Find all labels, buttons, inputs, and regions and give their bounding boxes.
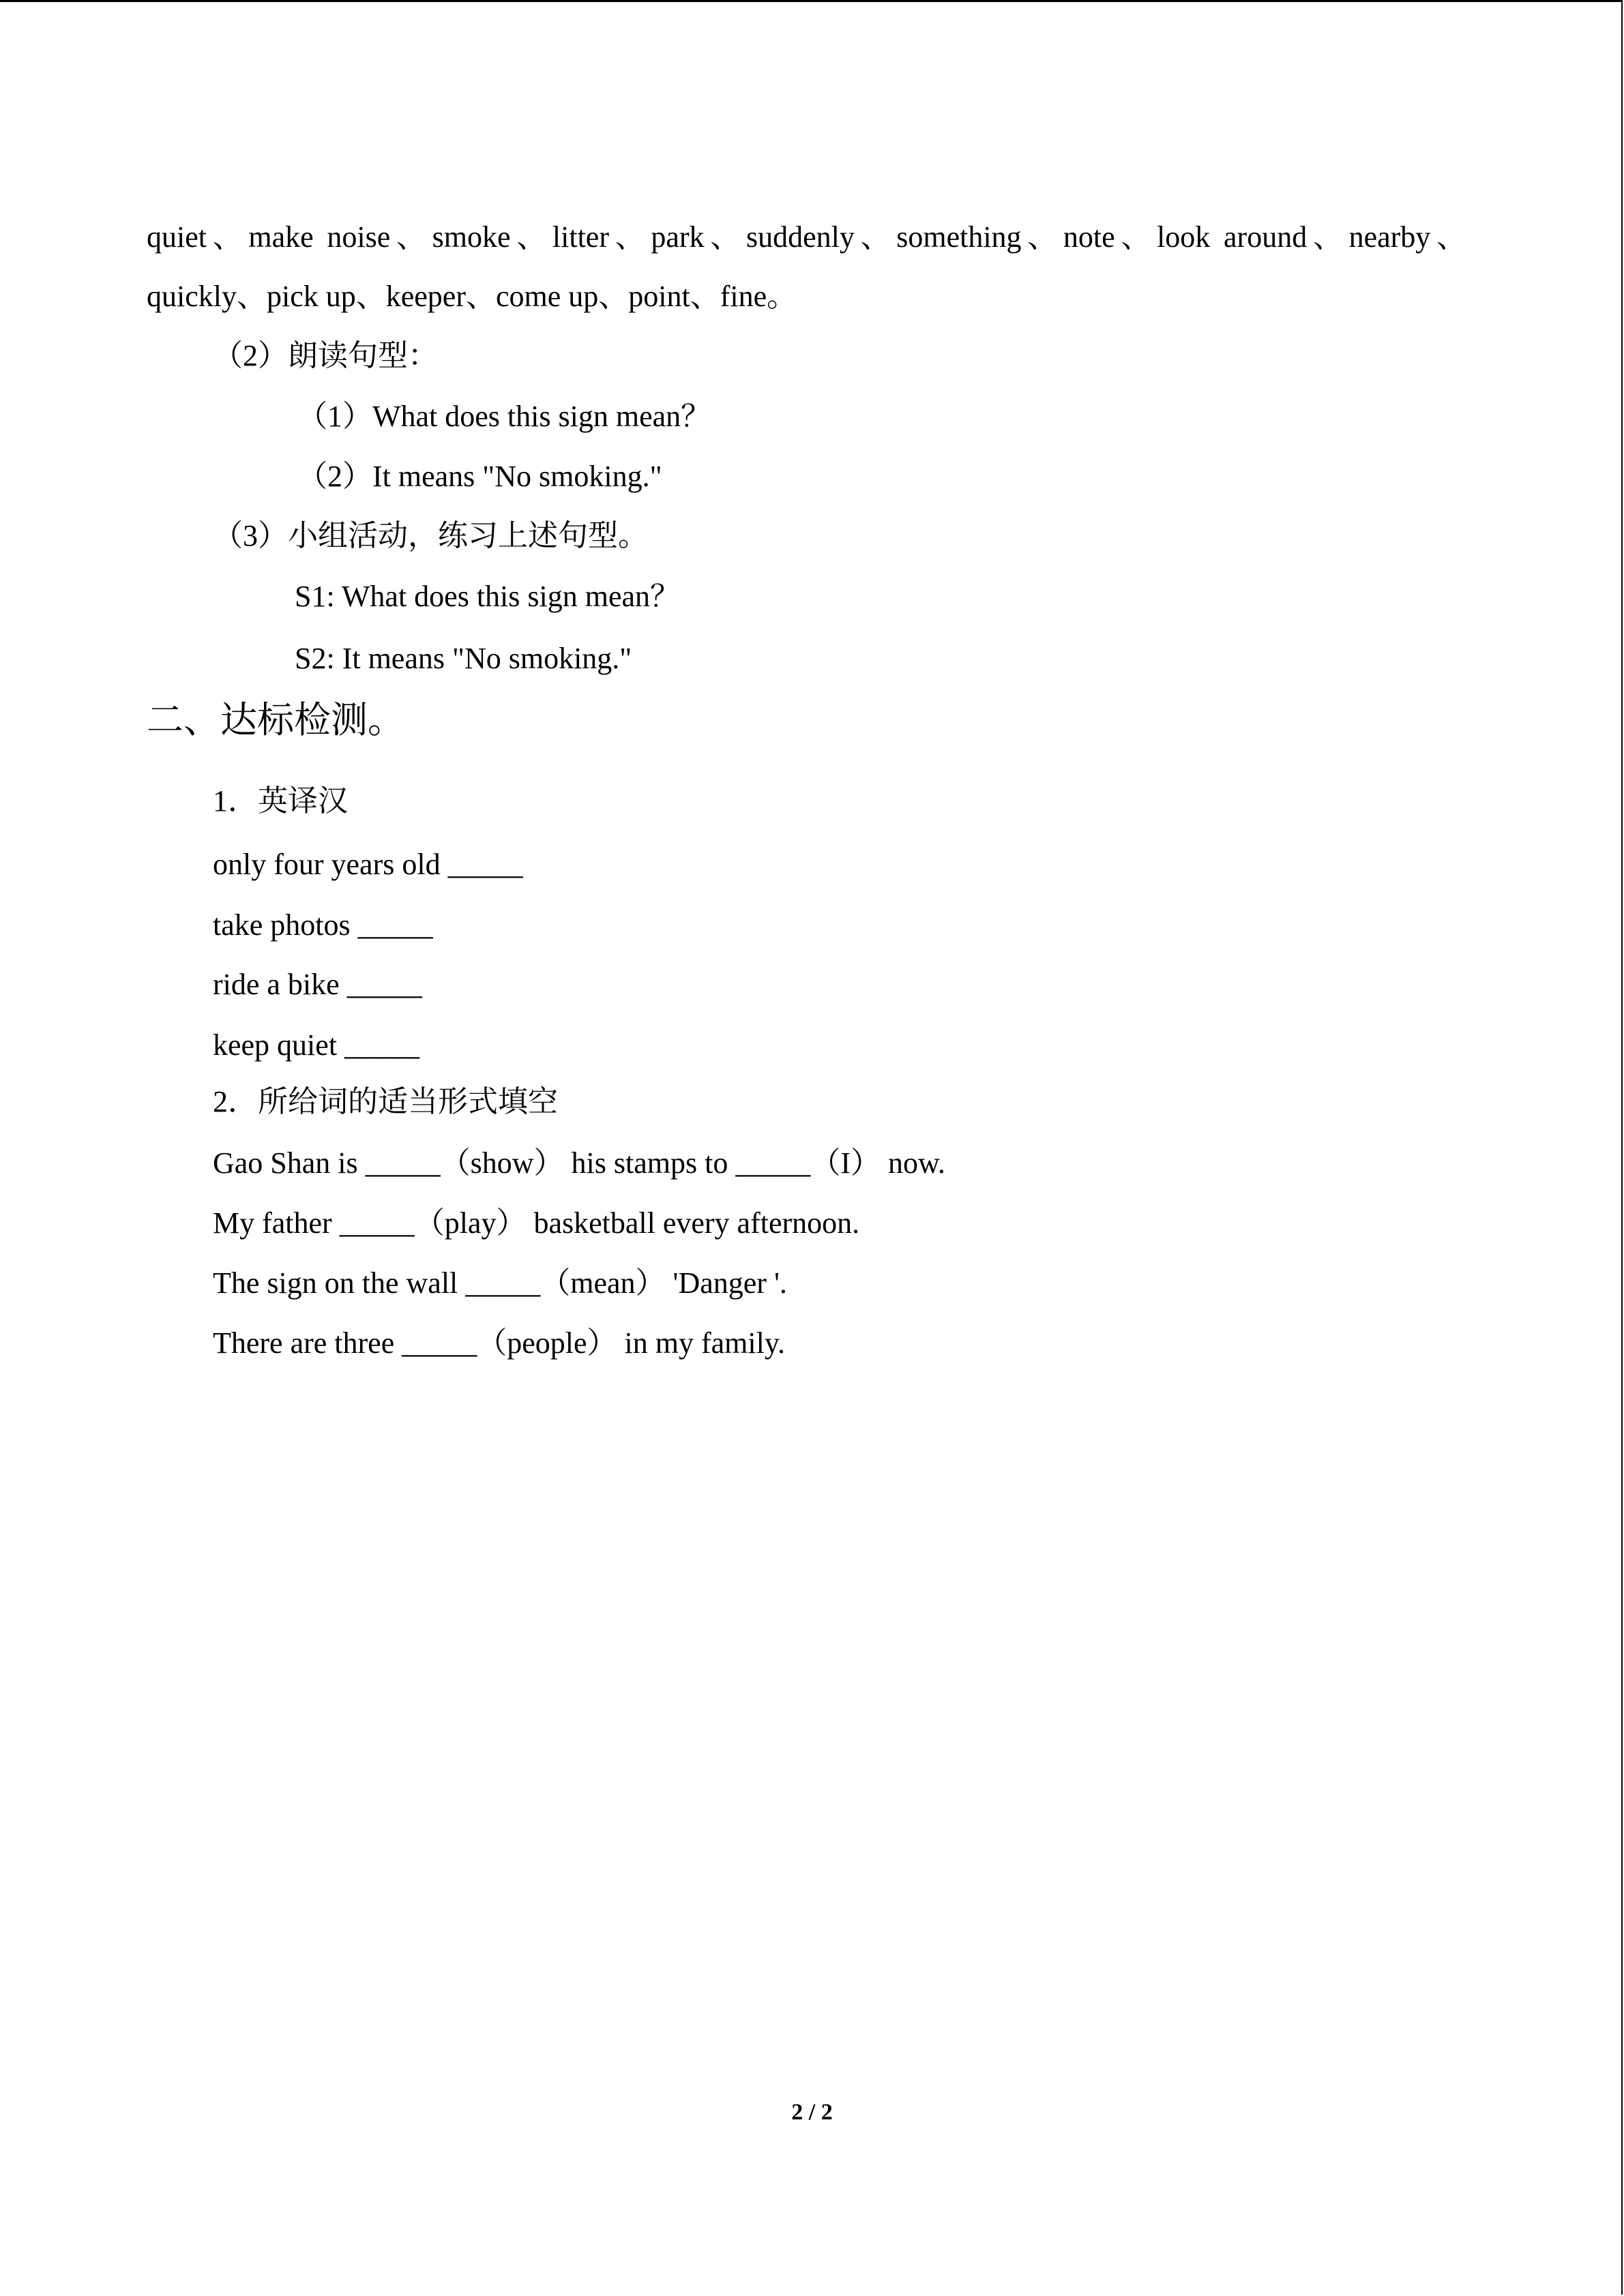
list-item: My father _____（play） basketball every afternoon. <box>213 1206 860 1240</box>
dialogue-s2: S2: It means "No smoking." <box>295 642 632 675</box>
section-read-sentences: （2）朗读句型： <box>213 339 438 372</box>
vocab-line-2: quickly、pick up、keeper、come up、point、fine。 <box>147 280 797 313</box>
section-group-activity: （3）小组活动，练习上述句型。 <box>213 519 648 552</box>
list-item: There are three _____（people） in my family. <box>213 1326 785 1360</box>
list-item: The sign on the wall _____（mean） 'Danger '. <box>213 1266 787 1300</box>
list-item: take photos _____ <box>213 908 433 942</box>
list-item: ride a bike _____ <box>213 968 422 1001</box>
exercise-2-title: 2．所给词的适当形式填空 <box>213 1085 558 1118</box>
page-number: 2 / 2 <box>791 2100 833 2125</box>
section-two-title: 二、达标检测。 <box>147 700 404 741</box>
exercise-1-title: 1．英译汉 <box>213 784 348 818</box>
dialogue-s1: S1: What does this sign mean？ <box>295 580 681 613</box>
sentence-1: （1）What does this sign mean？ <box>297 400 711 433</box>
list-item: Gao Shan is _____（show） his stamps to _____（I） now. <box>213 1146 945 1180</box>
vocab-line-1: quiet、make noise、smoke、litter、park、suddenly、something、note、look around、nearby、 <box>147 220 1466 254</box>
sentence-2: （2）It means "No smoking." <box>297 460 662 493</box>
list-item: keep quiet _____ <box>213 1028 420 1062</box>
list-item: only four years old _____ <box>213 848 523 881</box>
